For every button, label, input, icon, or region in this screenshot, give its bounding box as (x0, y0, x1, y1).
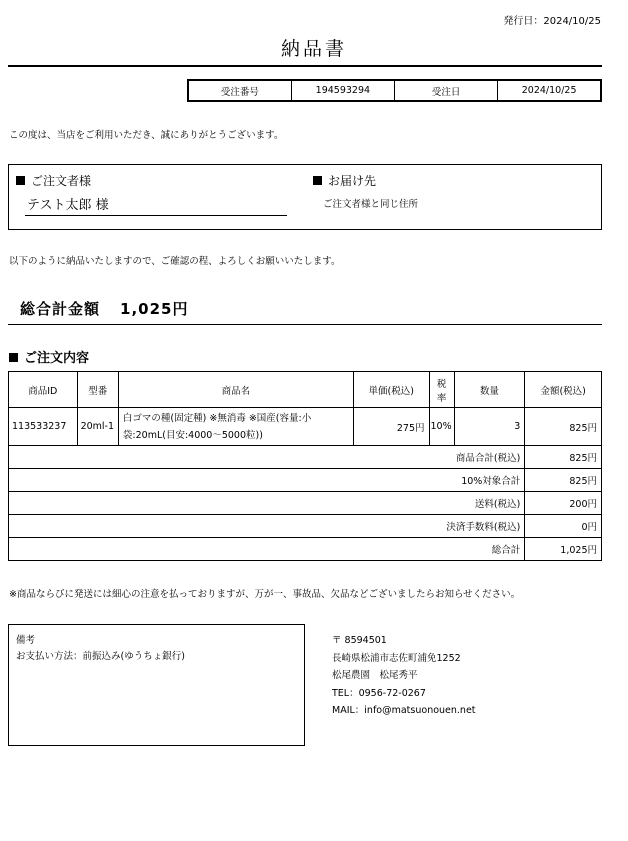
table-row (9, 408, 602, 446)
issue-date: 発行日：2024/10/25 (503, 16, 601, 27)
customer-name: テスト太郎 様 (27, 198, 109, 213)
summary-label: 総合計 (9, 538, 525, 561)
item-amount: 825円 (525, 408, 602, 446)
square-bullet-icon (9, 353, 18, 362)
delivery-title-text: お届け先 (328, 174, 377, 188)
summary-value: 825円 (525, 469, 602, 492)
order-info-table (187, 79, 602, 102)
summary-label: 送料(税込) (9, 492, 525, 515)
memo-title: 備考 (16, 635, 36, 646)
order-number-label: 受注番号 (188, 80, 291, 101)
grand-total-amount: 1,025円 (120, 300, 189, 318)
title-divider (8, 65, 602, 67)
total-divider (8, 324, 602, 325)
header-price: 単価(税込) (353, 372, 429, 408)
delivery-note: 以下のように納品いたしますので、ご確認の程、よろしくお願いいたします。 (9, 256, 341, 267)
items-section-title (9, 347, 89, 366)
summary-label: 決済手数料(税込) (9, 515, 525, 538)
summary-value: 1,025円 (525, 538, 602, 561)
order-date-label: 受注日 (395, 80, 498, 101)
header-tax: 税率 (429, 372, 454, 408)
item-name: 白ゴマの種(固定種) ※無消毒 ※国産(容量:小袋:20mL(目安:4000～5000粒)) (118, 408, 353, 446)
grand-total (20, 298, 188, 319)
delivery-address: ご注文者様と同じ住所 (323, 199, 419, 210)
shop-info (332, 632, 476, 720)
shop-postal: 〒 8594501 (332, 635, 387, 646)
header-amount: 金額(税込) (525, 372, 602, 408)
delivery-section-title (313, 172, 376, 189)
item-id: 113533237 (9, 408, 78, 446)
items-header-row (9, 372, 602, 408)
shop-address: 長崎県松浦市志佐町浦免1252 (332, 652, 461, 664)
summary-value: 0円 (525, 515, 602, 538)
memo-payment: お支払い方法：前振込み(ゆうちょ銀行) (16, 651, 185, 662)
order-date: 2024/10/25 (498, 80, 601, 101)
summary-row (9, 515, 602, 538)
summary-row (9, 446, 602, 469)
customer-title-text: ご注文者様 (31, 174, 92, 188)
summary-value: 825円 (525, 446, 602, 469)
memo-box (8, 624, 305, 746)
item-price: 275円 (353, 408, 429, 446)
square-bullet-icon (313, 176, 322, 185)
summary-label: 商品合計(税込) (9, 446, 525, 469)
address-box (8, 164, 602, 230)
summary-row (9, 538, 602, 561)
item-tax: 10% (429, 408, 454, 446)
shop-name: 松尾農園 松尾秀平 (332, 670, 418, 681)
grand-total-label: 総合計金額 (20, 300, 101, 318)
square-bullet-icon (16, 176, 25, 185)
summary-label: 10%対象合計 (9, 469, 525, 492)
header-qty: 数量 (454, 372, 525, 408)
disclaimer: ※商品ならびに発送には細心の注意を払っておりますが、万が一、事故品、欠品などございましたらお知らせください。 (9, 589, 521, 600)
order-number: 194593294 (291, 80, 394, 101)
header-name: 商品名 (118, 372, 353, 408)
header-model: 型番 (77, 372, 118, 408)
document-title: 納品書 (280, 38, 347, 60)
summary-row (9, 469, 602, 492)
item-qty: 3 (454, 408, 525, 446)
thanks-message: この度は、当店をご利用いただき、誠にありがとうございます。 (9, 130, 284, 141)
summary-value: 200円 (525, 492, 602, 515)
header-id: 商品ID (9, 372, 78, 408)
items-title-text: ご注文内容 (24, 351, 90, 366)
items-table (8, 371, 602, 561)
summary-row (9, 492, 602, 515)
shop-mail: MAIL：info@matsuonouen.net (332, 705, 476, 716)
customer-section-title (16, 172, 91, 189)
item-model: 20ml-1 (77, 408, 118, 446)
shop-tel: TEL：0956-72-0267 (332, 687, 426, 699)
customer-name-underline (25, 215, 287, 216)
